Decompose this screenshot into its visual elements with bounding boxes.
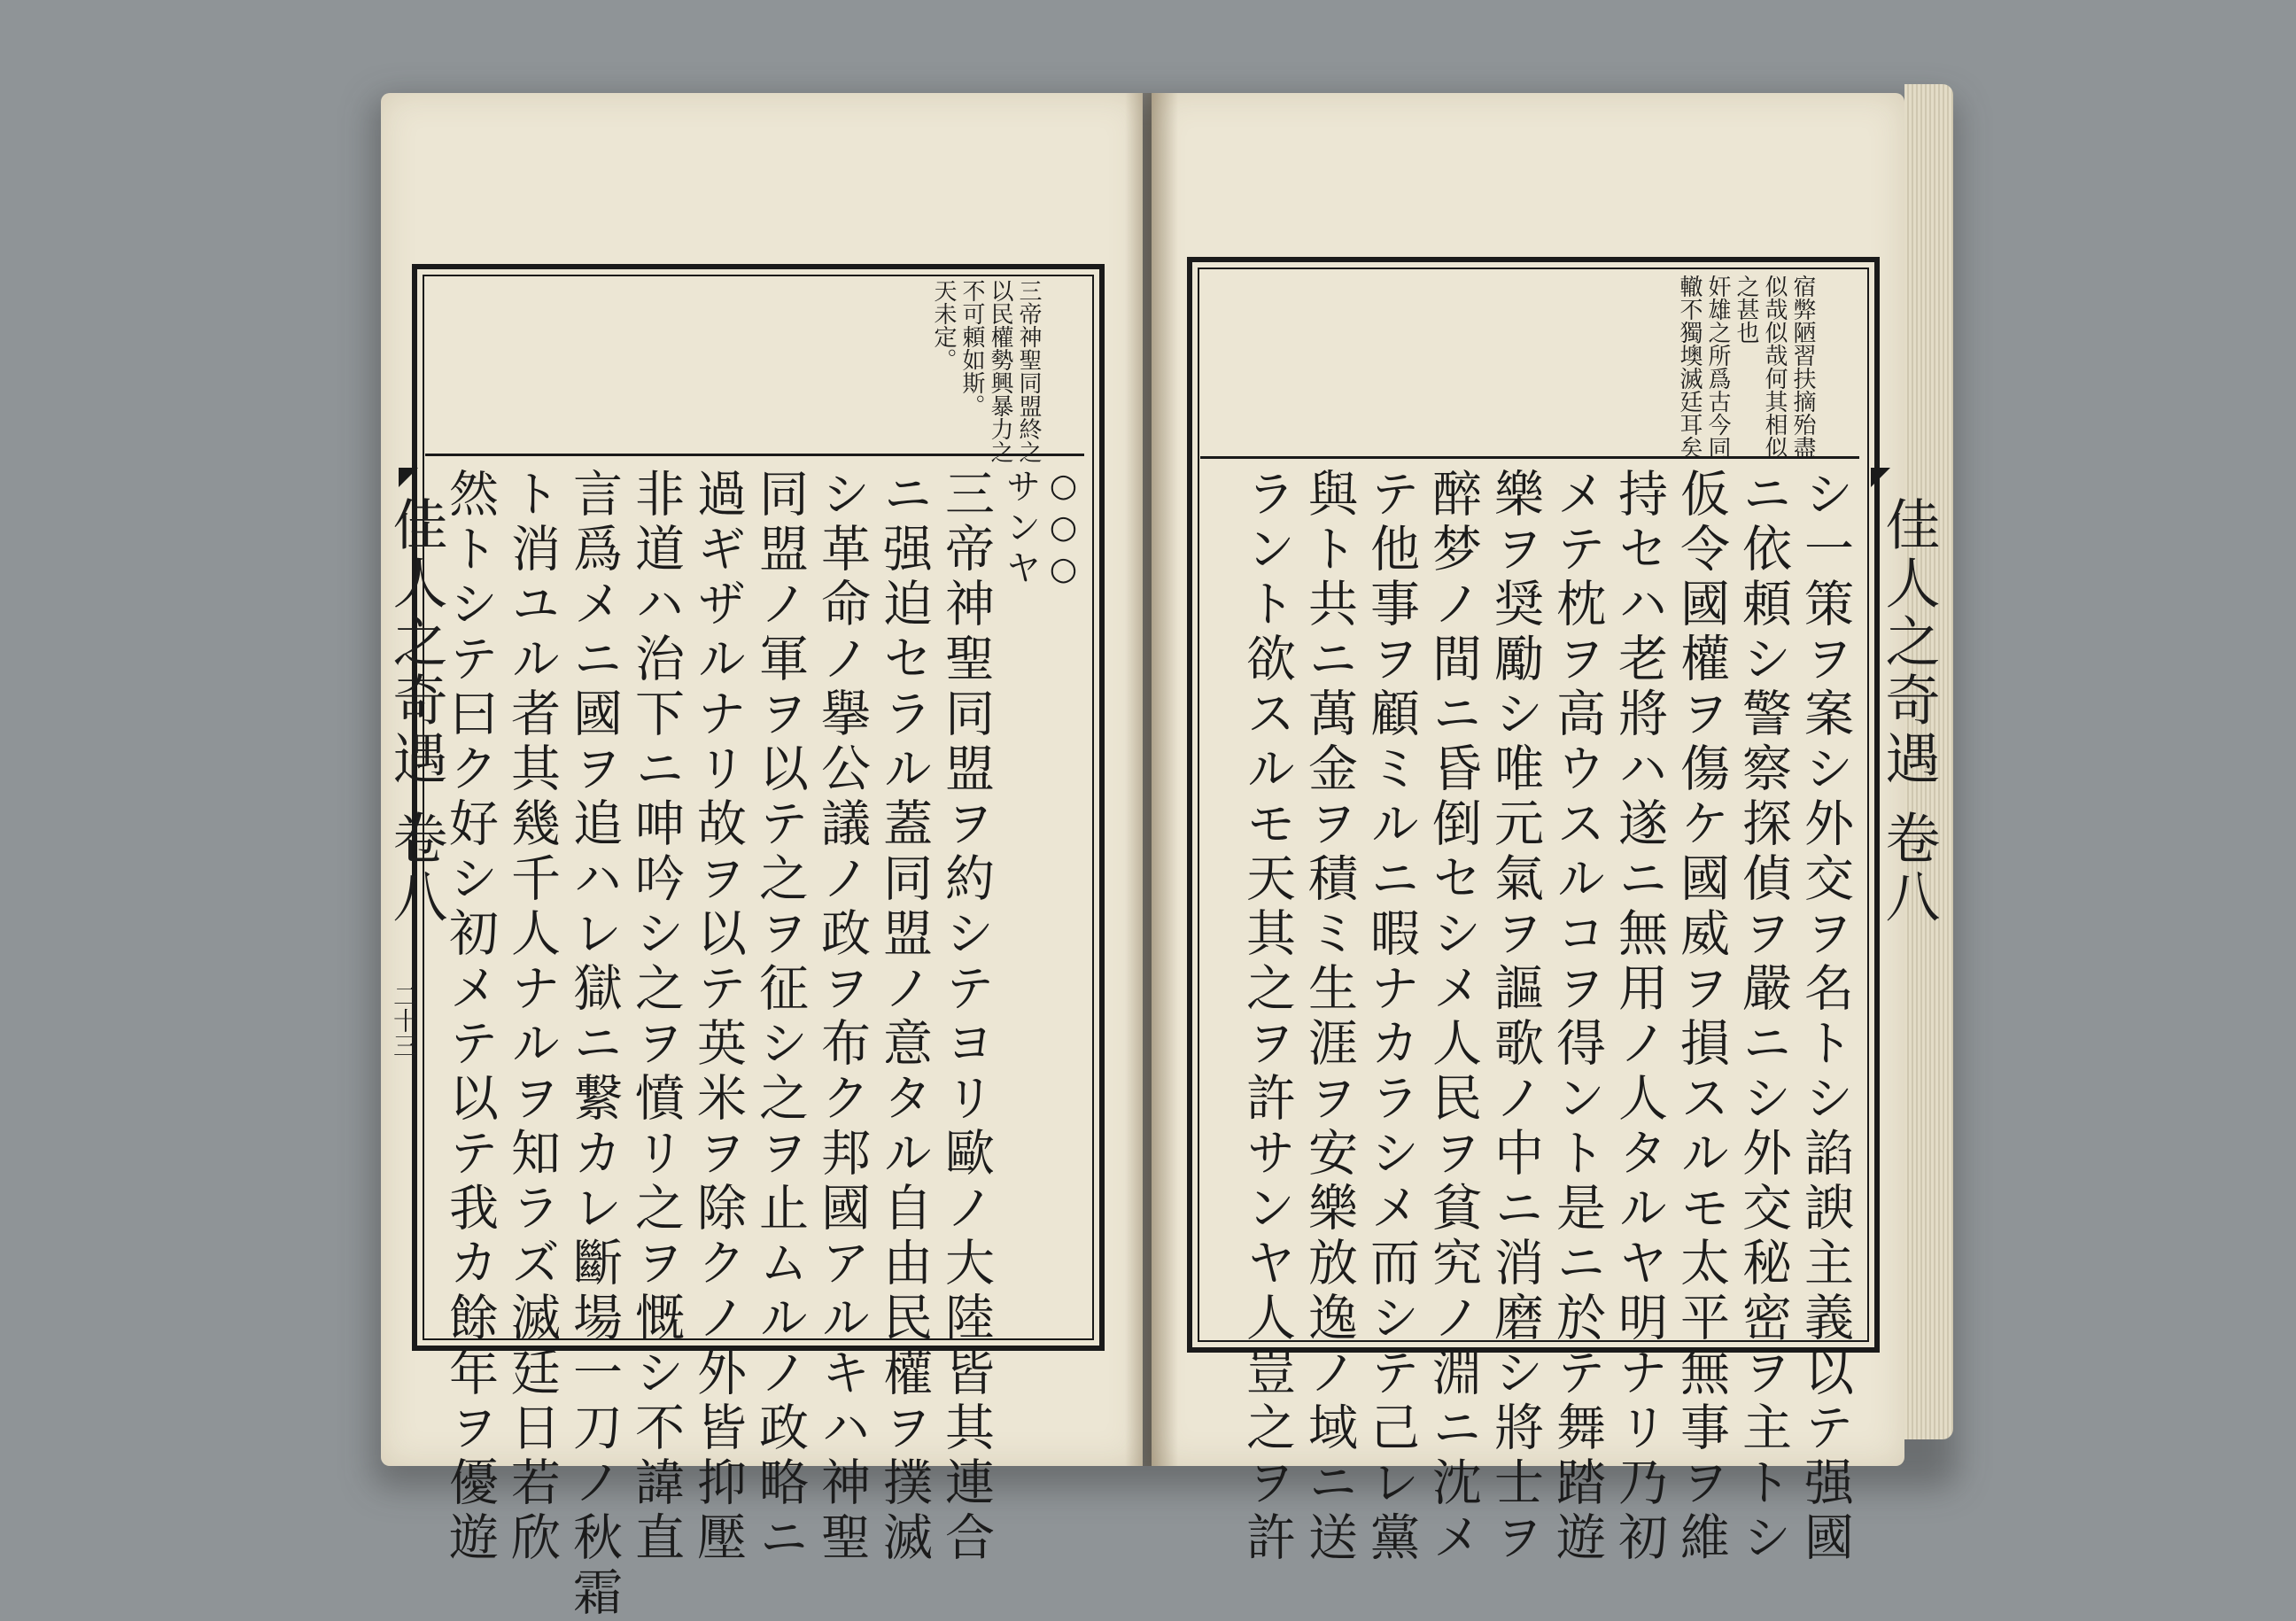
text-column: 過ギザルナリ故ヲ以テ英米ヲ除クノ外皆抑壓 <box>689 468 747 1566</box>
right-headnote-line: 奸雄之所爲古今同 <box>1704 275 1731 459</box>
book-gutter <box>1125 93 1178 1466</box>
text-column: テ他事ヲ顧ミルニ暇ナカラシメ而シテ己レ黨 <box>1362 468 1420 1566</box>
text-column: 三帝神聖同盟ヲ約シテヨリ歐ノ大陸皆其連合 <box>937 468 995 1566</box>
left-running-title: 佳人之奇遇 卷八 <box>384 496 448 927</box>
text-column: ラント欲スルモ天其之ヲ許サンヤ人豈之ヲ許 <box>1238 468 1296 1566</box>
right-fishtail-mark <box>1871 468 1890 487</box>
left-headnote-line: 三帝神聖同盟終之 <box>1015 279 1042 463</box>
text-column: 言爲メニ國ヲ追ハレ獄ニ繋カレ斷場一刀ノ秋霜 <box>565 468 623 1621</box>
text-column: サンヤ <box>1000 468 1041 590</box>
left-headnote-line: 不可頼如斯。 <box>958 279 985 417</box>
text-column: ニ强迫セラル蓋同盟ノ意タル自由民權ヲ撲滅 <box>875 468 933 1566</box>
text-column: ○○○ <box>1045 468 1082 593</box>
left-headnote-divider <box>425 454 1084 456</box>
text-column: 醉梦ノ間ニ昏倒セシメ人民ヲ貧究ノ淵ニ沈メ <box>1424 468 1482 1566</box>
text-column: ト消ユル者其幾千人ナルヲ知ラズ滅廷日若欣 <box>503 468 561 1566</box>
left-folio: 二十三 <box>390 983 419 1058</box>
left-headnote-line: 以民權勢興暴力之 <box>987 279 1013 463</box>
text-column: 同盟ノ軍ヲ以テ之ヲ征シ之ヲ止ムルノ政略ニ <box>751 468 809 1566</box>
right-headnote-line: 轍不獨墺滅廷耳矣 <box>1676 275 1703 459</box>
right-running-title: 佳人之奇遇 卷八 <box>1876 496 1941 927</box>
text-column: 樂ヲ奨勵シ唯元氣ヲ謳歌ノ中ニ消磨シ將士ヲ <box>1486 468 1544 1566</box>
text-column: 持セハ老將ハ遂ニ無用ノ人タルヤ明ナリ乃初 <box>1610 468 1668 1566</box>
text-column: 非道ハ治下ニ呻吟シ之ヲ憤リ之ヲ慨シ不諱直 <box>627 468 685 1566</box>
text-column: シ革命ノ擧公議ノ政ヲ布ク邦國アルキハ神聖 <box>813 468 871 1566</box>
right-headnote-line: 宿弊陋習扶摘殆盡 <box>1789 275 1816 459</box>
text-column: メテ枕ヲ高ウスルコヲ得ント是ニ於テ舞踏遊 <box>1548 468 1606 1566</box>
text-column: シ一策ヲ案シ外交ヲ名トシ諂諛主義以テ强國 <box>1796 468 1854 1566</box>
left-headnote-line: 天未定。 <box>930 279 957 371</box>
text-column: ニ依頼シ警察探偵ヲ嚴ニシ外交秘密ヲ主トシ <box>1734 468 1792 1566</box>
left-fishtail-mark <box>399 468 418 487</box>
text-column: 與ト共ニ萬金ヲ積ミ生涯ヲ安樂放逸ノ域ニ送 <box>1300 468 1358 1566</box>
text-column: 仮令國權ヲ傷ケ國威ヲ損スルモ太平無事ヲ維 <box>1672 468 1730 1566</box>
right-headnote-line: 之甚也 <box>1733 275 1759 344</box>
text-column: 然トシテ曰ク好シ初メテ以テ我カ餘年ヲ優遊 <box>441 468 499 1566</box>
right-headnote-line: 似哉似哉何其相似 <box>1761 275 1788 459</box>
